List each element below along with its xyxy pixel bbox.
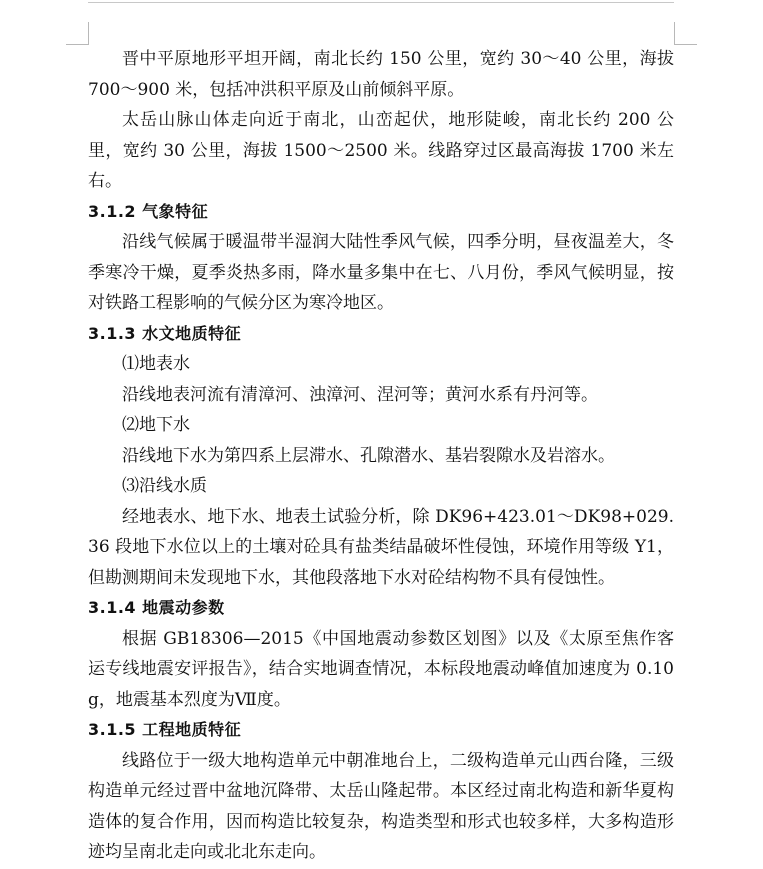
paragraph-groundwater: 沿线地下水为第四系上层滞水、孔隙潜水、基岩裂隙水及岩溶水。 [122, 445, 615, 466]
paragraph-taiyue-mountains: 太岳山脉山体走向近于南北，山峦起伏，地形陡峻，南北长约 200 公里，宽约 30 公里，海拔 1500～2500 米。线路穿过区最高海拔 1700 米左右。 [88, 110, 674, 191]
section-heading-engineering-geology: 3.1.5 工程地质特征 [88, 720, 242, 739]
paragraph-engineering-geology: 线路位于一级大地构造单元中朝准地台上，二级构造单元山西台隆，三级构造单元经过晋中盆地沉降带、太岳山隆起带。本区经过南北构造和新华夏构造体的复合作用，因而构造比较复杂，构造类型和形式也较多样，大多构造形迹均呈南北走向或北北东走向。 [88, 750, 674, 862]
paragraph-water-quality: 经地表水、地下水、地表土试验分析，除 DK96+423.01～DK98+029.36 段地下水位以上的土壤对砼具有盐类结晶破坏性侵蚀，环境作用等级 Y1，但勘测期间未发现地下水，其他段落地下水对砼结构物不具有侵蚀性。 [88, 506, 674, 588]
paragraph-seismic: 根据 GB18306—2015《中国地震动参数区划图》以及《太原至焦作客运专线地震安评报告》，结合实地调查情况，本标段地震动峰值加速度为 0.10g，地震基本烈度为Ⅶ度。 [88, 628, 674, 710]
paragraph-surface-water: 沿线地表河流有清漳河、浊漳河、涅河等；黄河水系有丹河等。 [122, 384, 598, 405]
subheading-surface-water: ⑴地表水 [122, 354, 190, 374]
section-heading-hydrogeology: 3.1.3 水文地质特征 [88, 323, 242, 343]
page-top-border [88, 2, 674, 3]
subheading-water-quality: ⑶沿线水质 [122, 476, 207, 496]
paragraph-climate: 沿线气候属于暖温带半湿润大陆性季风气候，四季分明，昼夜温差大，冬季寒冷干燥，夏季炎热多雨，降水量多集中在七、八月份，季风气候明显，按对铁路工程影响的气候分区为寒冷地区。 [88, 232, 674, 313]
document-body [88, 44, 674, 868]
page-corner-mark-right [674, 22, 697, 45]
section-heading-seismic: 3.1.4 地震动参数 [88, 598, 225, 617]
subheading-groundwater: ⑵地下水 [122, 415, 190, 435]
paragraph-jinzhong-plain: 晋中平原地形平坦开阔，南北长约 150 公里，宽约 30～40 公里，海拔 700～900 米，包括冲洪积平原及山前倾斜平原。 [88, 49, 674, 100]
section-heading-meteorology: 3.1.2 气象特征 [88, 201, 209, 221]
page-corner-mark-left [66, 22, 89, 45]
